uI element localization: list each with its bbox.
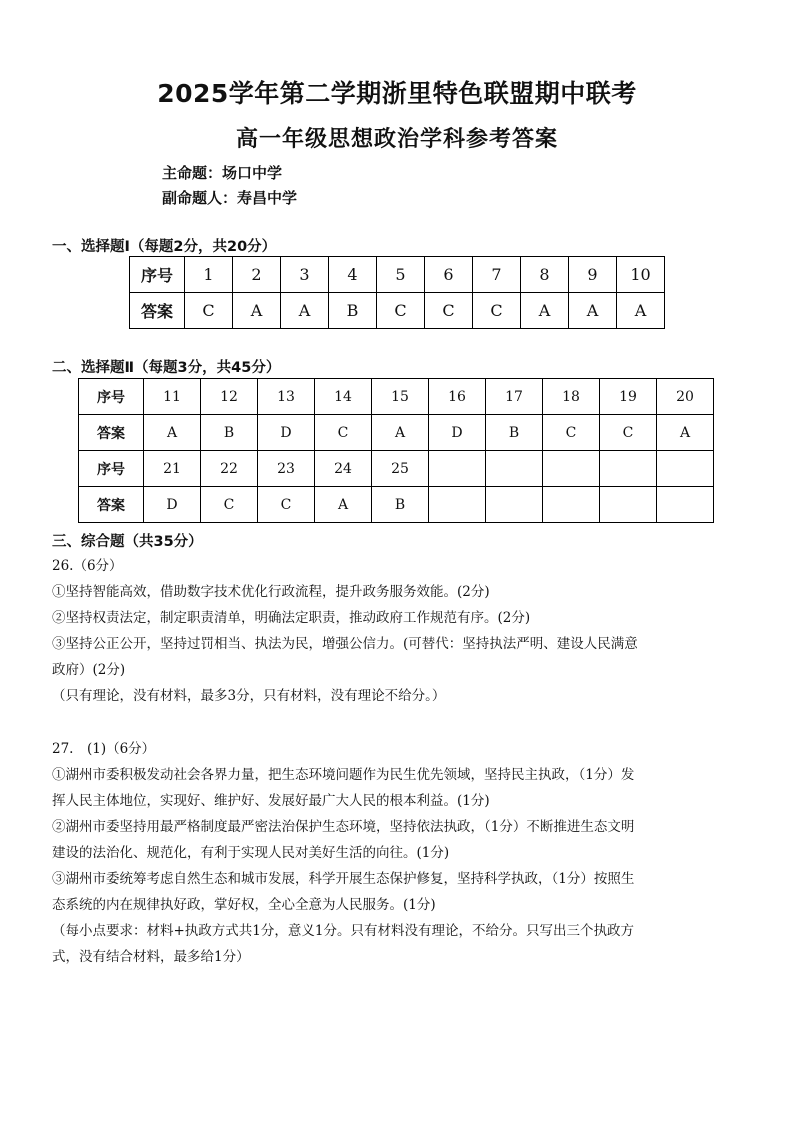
answer-cell: C: [425, 293, 473, 329]
question-number: 20: [657, 379, 714, 415]
deputy-setter: 副命题人：寿昌中学: [162, 189, 298, 207]
answer-cell: D: [144, 487, 201, 523]
q27-point-1-line1: ①湖州市委积极发动社会各界力量，把生态环境问题作为民生优先领域，坚持民主执政，（1分）发: [52, 767, 635, 783]
table-row: [79, 415, 714, 451]
question-number: 7: [473, 257, 521, 293]
empty-cell: [600, 451, 657, 487]
q26-point-1: ①坚持智能高效，借助数字技术优化行政流程，提升政务服务效能。(2分): [52, 584, 490, 600]
question-number: 11: [144, 379, 201, 415]
question-number: 5: [377, 257, 425, 293]
answer-cell: C: [185, 293, 233, 329]
question-number: 6: [425, 257, 473, 293]
row-label-number: 序号: [79, 379, 144, 415]
section2-answer-table: [78, 378, 714, 523]
empty-cell: [657, 451, 714, 487]
q27-point-1-line2: 挥人民主体地位，实现好、维护好、发展好最广大人民的根本利益。(1分): [52, 793, 490, 809]
answer-cell: A: [372, 415, 429, 451]
answer-cell: A: [521, 293, 569, 329]
q27-point-3-line2: 态系统的内在规律执好政，掌好权，全心全意为人民服务。(1分): [52, 897, 436, 913]
question-number: 17: [486, 379, 543, 415]
row-label-number: 序号: [79, 451, 144, 487]
answer-cell: C: [543, 415, 600, 451]
q27-point-2-line2: 建设的法治化、规范化，有利于实现人民对美好生活的向往。(1分): [52, 845, 450, 861]
question-number: 1: [185, 257, 233, 293]
q27-heading: 27. (1)（6分）: [52, 741, 156, 757]
question-number: 12: [201, 379, 258, 415]
question-number: 4: [329, 257, 377, 293]
answer-cell: D: [258, 415, 315, 451]
table-row: [79, 487, 714, 523]
question-27-block: [52, 736, 744, 970]
section1-answer-table: [129, 256, 665, 329]
answer-cell: C: [201, 487, 258, 523]
question-number: 16: [429, 379, 486, 415]
section2-heading: 二、选择题Ⅱ（每题3分，共45分）: [52, 360, 281, 376]
empty-cell: [543, 451, 600, 487]
question-number: 3: [281, 257, 329, 293]
empty-cell: [429, 487, 486, 523]
q27-scoring-note-line2: 式，没有结合材料，最多给1分）: [52, 949, 250, 965]
question-number: 21: [144, 451, 201, 487]
answer-cell: A: [281, 293, 329, 329]
empty-cell: [600, 487, 657, 523]
table-row: [79, 451, 714, 487]
question-number: 24: [315, 451, 372, 487]
empty-cell: [486, 451, 543, 487]
answer-cell: A: [569, 293, 617, 329]
answer-cell: C: [377, 293, 425, 329]
chief-setter: 主命题：场口中学: [162, 164, 283, 182]
q27-point-2-line1: ②湖州市委坚持用最严格制度最严密法治保护生态环境，坚持依法执政，（1分）不断推进生态文明: [52, 819, 635, 835]
answer-cell: B: [201, 415, 258, 451]
answer-cell: A: [657, 415, 714, 451]
question-number: 13: [258, 379, 315, 415]
row-label-answer: 答案: [130, 293, 185, 329]
q26-point-2: ②坚持权责法定，制定职责清单，明确法定职责，推动政府工作规范有序。(2分): [52, 610, 531, 626]
question-number: 15: [372, 379, 429, 415]
answer-cell: D: [429, 415, 486, 451]
section1-heading: 一、选择题Ⅰ（每题2分，共20分）: [52, 239, 277, 255]
table-row: [130, 293, 665, 329]
question-number: 19: [600, 379, 657, 415]
q27-point-3-line1: ③湖州市委统筹考虑自然生态和城市发展，科学开展生态保护修复，坚持科学执政，（1分）按照生: [52, 871, 635, 887]
table-row: [79, 379, 714, 415]
q27-scoring-note-line1: （每小点要求：材料+执政方式共1分，意义1分。只有材料没有理论，不给分。只写出三个执政方: [52, 923, 634, 939]
q26-heading: 26.（6分）: [52, 558, 123, 574]
answer-cell: B: [486, 415, 543, 451]
answer-cell: B: [329, 293, 377, 329]
answer-cell: C: [473, 293, 521, 329]
section3-heading: 三、综合题（共35分）: [52, 534, 203, 550]
row-label-answer: 答案: [79, 415, 144, 451]
question-number: 8: [521, 257, 569, 293]
answer-cell: C: [315, 415, 372, 451]
question-number: 10: [617, 257, 665, 293]
row-label-answer: 答案: [79, 487, 144, 523]
q26-point-3-line2: 政府）(2分): [52, 662, 126, 678]
empty-cell: [543, 487, 600, 523]
answer-cell: C: [600, 415, 657, 451]
question-number: 22: [201, 451, 258, 487]
q26-point-3-line1: ③坚持公正公开，坚持过罚相当、执法为民，增强公信力。(可替代：坚持执法严明、建设人民满意: [52, 636, 638, 652]
question-number: 2: [233, 257, 281, 293]
empty-cell: [657, 487, 714, 523]
answer-cell: A: [617, 293, 665, 329]
answer-cell: A: [233, 293, 281, 329]
answer-cell: A: [315, 487, 372, 523]
answer-cell: C: [258, 487, 315, 523]
row-label-number: 序号: [130, 257, 185, 293]
question-number: 23: [258, 451, 315, 487]
question-number: 18: [543, 379, 600, 415]
empty-cell: [429, 451, 486, 487]
answer-cell: A: [144, 415, 201, 451]
empty-cell: [486, 487, 543, 523]
question-26-block: [52, 553, 744, 709]
answer-cell: B: [372, 487, 429, 523]
question-number: 9: [569, 257, 617, 293]
question-number: 25: [372, 451, 429, 487]
question-number: 14: [315, 379, 372, 415]
q26-scoring-note: （只有理论，没有材料，最多3分，只有材料，没有理论不给分。）: [52, 688, 446, 704]
exam-title: 2025学年第二学期浙里特色联盟期中联考: [157, 79, 637, 108]
table-row: [130, 257, 665, 293]
exam-subtitle: 高一年级思想政治学科参考答案: [235, 127, 558, 152]
